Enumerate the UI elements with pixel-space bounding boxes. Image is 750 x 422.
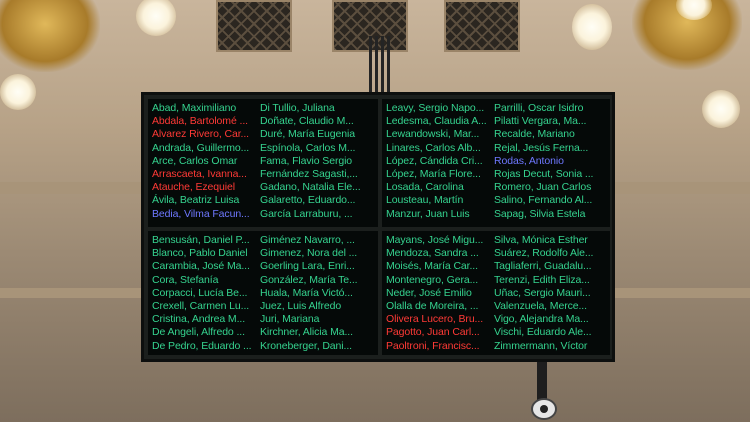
senator-vote-entry: Blanco, Pablo Daniel <box>152 247 248 260</box>
senator-vote-entry: Cora, Stefanía <box>152 273 219 286</box>
senator-vote-entry: González, María Te... <box>260 273 358 286</box>
senator-vote-entry: Mendoza, Sandra ... <box>386 247 479 260</box>
senator-vote-entry: Manzur, Juan Luis <box>386 207 470 220</box>
senator-vote-entry: Silva, Mónica Esther <box>494 234 588 246</box>
senator-vote-entry: Cristina, Andrea M... <box>152 313 246 326</box>
senator-vote-entry: Galaretto, Eduardo... <box>260 194 356 207</box>
senator-vote-entry: Juri, Mariana <box>260 313 320 326</box>
senator-vote-entry: Mayans, José Migu... <box>386 234 484 246</box>
senator-vote-entry: Giménez Navarro, ... <box>260 234 355 246</box>
senator-vote-entry: Crexell, Carmen Lu... <box>152 300 250 312</box>
senator-vote-entry: Pilatti Vergara, Ma... <box>494 115 587 128</box>
senator-vote-entry: Rodas, Antonio <box>494 154 564 167</box>
senator-vote-entry: Tagliaferri, Guadalu... <box>494 260 592 273</box>
senator-vote-entry: Duré, María Eugenia <box>260 128 355 141</box>
wall-lamp-3 <box>572 4 612 50</box>
cable <box>381 36 384 98</box>
senator-vote-entry: Gadano, Natalia Ele... <box>260 181 361 194</box>
senator-vote-entry: Vigo, Alejandra Ma... <box>494 313 589 326</box>
senator-vote-entry: Terenzi, Edith Eliza... <box>494 273 590 286</box>
cable <box>369 36 372 98</box>
senator-vote-entry: Pagotto, Juan Carl... <box>386 326 480 339</box>
vote-panel <box>382 231 610 355</box>
cable <box>375 36 378 98</box>
window-grille-right <box>444 0 520 52</box>
senator-vote-entry: Lousteau, Martín <box>386 194 464 207</box>
senator-vote-entry: Salino, Fernando Al... <box>494 194 593 207</box>
senator-vote-entry: Corpacci, Lucía Be... <box>152 286 248 299</box>
senator-vote-entry: De Angeli, Alfredo ... <box>152 326 245 339</box>
senator-vote-entry: Zimmermann, Víctor <box>494 339 588 352</box>
wall-lamp-4 <box>702 90 740 128</box>
senator-vote-entry: Recalde, Mariano <box>494 128 575 141</box>
cable <box>387 36 390 98</box>
senator-vote-entry: Espínola, Carlos M... <box>260 141 356 154</box>
window-grille-left <box>216 0 292 52</box>
senator-vote-entry: Juez, Luis Alfredo <box>260 300 342 312</box>
senator-vote-entry: Linares, Carlos Alb... <box>386 141 481 154</box>
senator-vote-entry: Abad, Maximiliano <box>152 102 237 114</box>
senator-vote-entry: Bensusán, Daniel P... <box>152 234 250 246</box>
senator-vote-entry: Alvarez Rivero, Car... <box>152 128 249 141</box>
senator-vote-entry: Rojas Decut, Sonia ... <box>494 168 594 180</box>
senator-vote-entry: López, Cándida Cri... <box>386 154 483 167</box>
senator-vote-entry: Losada, Carolina <box>386 181 464 194</box>
senator-vote-entry: Goerling Lara, Enri... <box>260 260 355 273</box>
senator-vote-entry: Rejal, Jesús Ferna... <box>494 141 589 154</box>
senator-vote-entry: Vischi, Eduardo Ale... <box>494 326 592 339</box>
camera-icon <box>531 398 557 420</box>
senator-vote-entry: Parrilli, Oscar Isidro <box>494 102 584 114</box>
senator-vote-entry: Huala, María Victó... <box>260 286 353 299</box>
senator-vote-entry: Fernández Sagasti,... <box>260 168 358 180</box>
senator-vote-entry: Doñate, Claudio M... <box>260 115 354 128</box>
senator-vote-entry: Ávila, Beatriz Luisa <box>152 194 240 207</box>
senator-vote-entry: Kirchner, Alicia Ma... <box>260 326 353 339</box>
senator-vote-entry: García Larraburu, ... <box>260 207 353 220</box>
senator-vote-entry: Arrascaeta, Ivanna... <box>152 168 247 180</box>
senator-vote-entry: Romero, Juan Carlos <box>494 181 592 194</box>
senator-vote-entry: Arce, Carlos Omar <box>152 154 238 167</box>
gold-sconce-left <box>0 0 100 72</box>
senator-vote-entry: Sapag, Silvia Estela <box>494 207 586 220</box>
vote-panel <box>148 99 378 227</box>
senator-vote-entry: Gimenez, Nora del ... <box>260 247 358 260</box>
senator-vote-entry: Kroneberger, Dani... <box>260 339 352 352</box>
vote-display-board <box>141 92 615 362</box>
senator-vote-entry: Uñac, Sergio Mauri... <box>494 286 591 299</box>
senator-vote-entry: Fama, Flavio Sergio <box>260 154 353 167</box>
senator-vote-entry: Montenegro, Gera... <box>386 273 479 286</box>
senator-vote-entry: Olivera Lucero, Bru... <box>386 313 484 326</box>
senator-vote-entry: Lewandowski, Mar... <box>386 128 480 141</box>
senator-vote-entry: Leavy, Sergio Napo... <box>386 102 485 114</box>
senator-vote-entry: Neder, José Emilio <box>386 286 472 299</box>
senator-vote-entry: De Pedro, Eduardo ... <box>152 339 252 352</box>
senator-vote-entry: Suárez, Rodolfo Ale... <box>494 247 594 260</box>
vote-panel <box>382 99 610 227</box>
senator-vote-entry: Abdala, Bartolomé ... <box>152 115 248 128</box>
senator-vote-entry: Moisés, María Car... <box>386 260 478 273</box>
camera-mount <box>537 362 547 402</box>
senator-vote-entry: Atauche, Ezequiel <box>152 181 235 194</box>
wall-lamp-2 <box>0 74 36 110</box>
senator-vote-entry: Carambia, José Ma... <box>152 260 250 273</box>
senator-vote-entry: López, María Flore... <box>386 168 481 180</box>
senator-vote-entry: Olalla de Moreira, ... <box>386 300 479 312</box>
senator-vote-entry: Ledesma, Claudia A... <box>386 115 487 128</box>
senator-vote-entry: Paoltroni, Francisc... <box>386 339 480 352</box>
senator-vote-entry: Di Tullio, Juliana <box>260 102 335 114</box>
senator-vote-entry: Bedia, Vilma Facun... <box>152 207 250 220</box>
senator-vote-entry: Andrada, Guillermo... <box>152 141 250 154</box>
senator-vote-entry: Valenzuela, Merce... <box>494 300 587 312</box>
vote-panel <box>148 231 378 355</box>
